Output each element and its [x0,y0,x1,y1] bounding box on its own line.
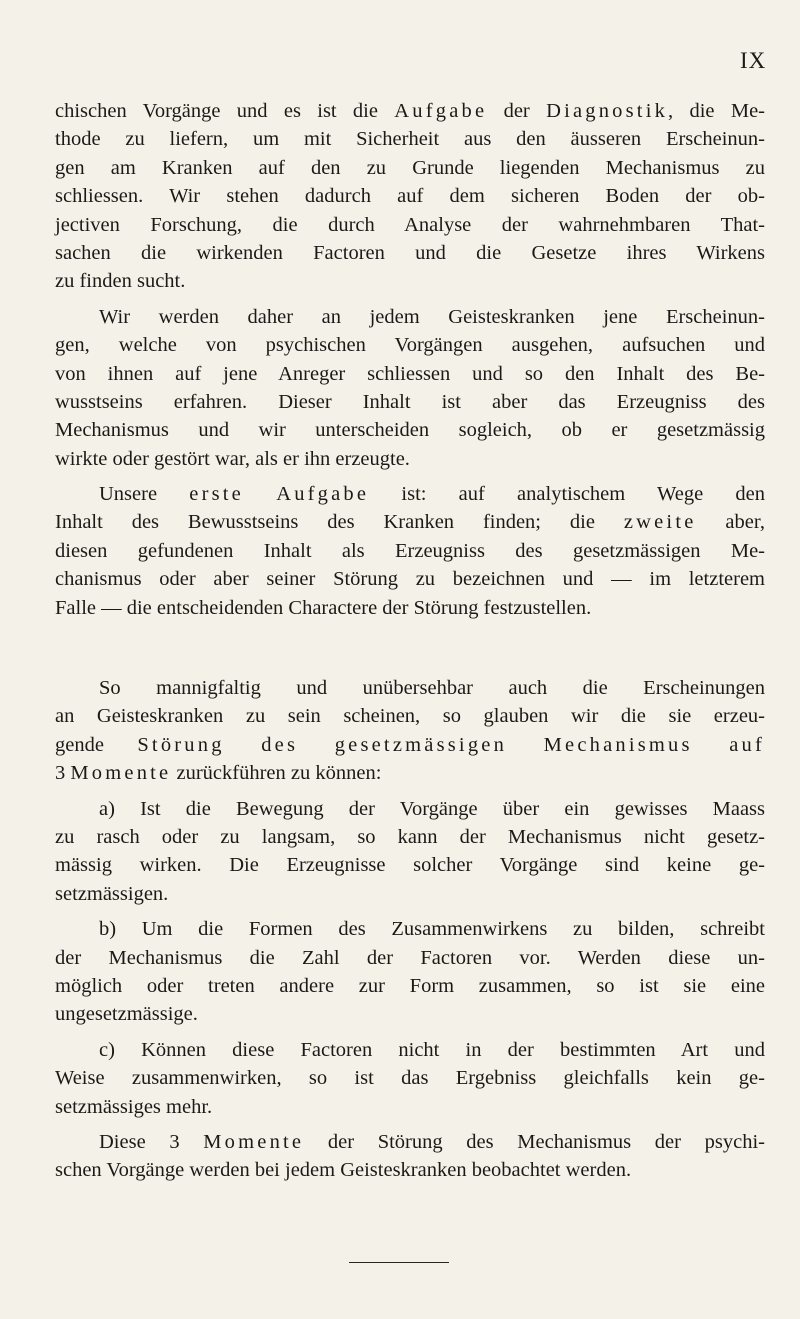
text-line: So mannigfaltig und unübersehbar auch die Erscheinungen [99,677,765,700]
text-line: thode zu liefern, um mit Sicherheit aus den äusseren Erscheinun- [55,128,765,151]
text-line: schliessen. Wir stehen dadurch auf dem sicheren Boden der ob- [55,185,765,208]
paragraph-4 [55,674,765,788]
text-line: gen am Kranken auf den zu Grunde liegenden Mechanismus zu [55,156,765,179]
text-line: setzmässiges mehr. [55,1095,213,1118]
text-line: Unsere erste Aufgabe ist: auf analytischem Wege den [99,483,766,506]
paragraph-item-a [55,795,765,909]
text-line: Wir werden daher an jedem Geisteskranken jene Erscheinun- [99,305,765,328]
text-line: gende Störung des gesetzmässigen Mechanismus auf [55,733,766,756]
body-text [55,97,765,1185]
text-line: an Geisteskranken zu sein scheinen, so glauben wir die sie erzeu- [55,705,765,728]
text-line: Inhalt des Bewusstseins des Kranken finden; die zweite aber, [55,511,765,534]
text-line: Mechanismus und wir unterscheiden sogleich, ob er gesetzmässig [55,419,765,442]
text-line: zu finden sucht. [55,270,186,293]
text-line: b) Um die Formen des Zusammenwirkens zu bilden, schreibt [99,918,765,941]
paragraph-item-b [55,915,765,1029]
paragraph-3 [55,480,765,622]
text-line: mässig wirken. Die Erzeugnisse solcher Vorgänge sind keine ge- [55,854,765,877]
section-divider [349,1262,449,1263]
text-line: diesen gefundenen Inhalt als Erzeugniss des gesetzmässigen Me- [55,539,765,562]
paragraph-8 [55,1128,765,1185]
text-line: von ihnen auf jene Anreger schliessen und so den Inhalt des Be- [55,362,765,385]
text-line: chischen Vorgänge und es ist die Aufgabe der Diagnostik, die Me- [55,100,765,122]
paragraph-item-c [55,1036,765,1121]
text-line: Falle — die entscheidenden Charactere der Störung festzustellen. [55,596,592,619]
text-line: c) Können diese Factoren nicht in der bestimmten Art und [99,1038,765,1061]
paragraph-2 [55,303,765,473]
text-line: wusstseins erfahren. Dieser Inhalt ist aber das Erzeugniss des [55,390,765,413]
paragraph-1 [55,97,765,296]
text-line: Weise zusammenwirken, so ist das Ergebniss gleichfalls kein ge- [55,1067,765,1090]
text-line: Diese 3 Momente der Störung des Mechanismus der psychi- [99,1130,765,1153]
text-line: jectiven Forschung, die durch Analyse der wahrnehmbaren That- [55,213,765,236]
text-line: 3 Momente zurückführen zu können: [55,762,382,785]
text-line: der Mechanismus die Zahl der Factoren vor. Werden diese un- [55,946,765,969]
text-line: setzmässigen. [55,882,169,905]
text-line: a) Ist die Bewegung der Vorgänge über ein gewisses Maass [99,797,765,820]
text-line: wirkte oder gestört war, als er ihn erzeugte. [55,447,410,470]
text-line: zu rasch oder zu langsam, so kann der Mechanismus nicht gesetz- [55,825,765,848]
text-line: ungesetzmässige. [55,1003,198,1026]
text-line: sachen die wirkenden Factoren und die Gesetze ihres Wirkens [55,241,765,264]
text-line: chanismus oder aber seiner Störung zu bezeichnen und — im letzterem [55,568,765,591]
text-line: gen, welche von psychischen Vorgängen ausgehen, aufsuchen und [55,334,765,357]
text-line: möglich oder treten andere zur Form zusammen, so ist sie eine [55,974,765,997]
page-number: IX [740,48,767,73]
text-line: schen Vorgänge werden bei jedem Geisteskranken beobachtet werden. [55,1159,632,1182]
